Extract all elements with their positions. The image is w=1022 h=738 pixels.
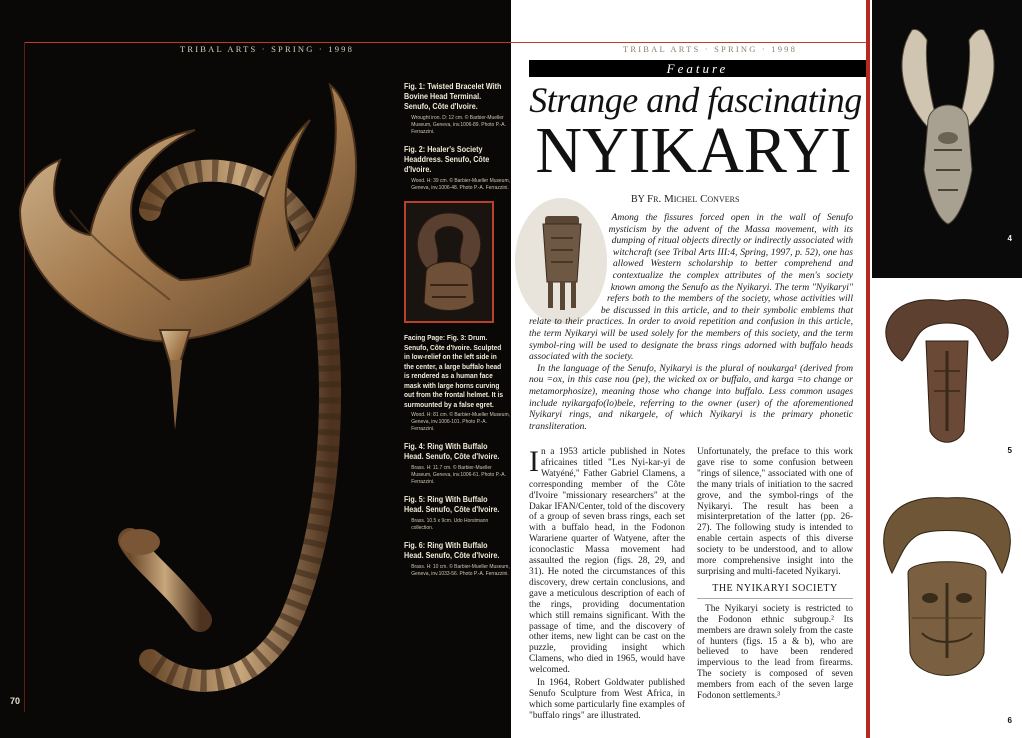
caption-title: Fig. 5: Ring With Buffalo Head. Senufo, Côte d'Ivoire.: [404, 495, 500, 514]
caption-credit: Wood. H: 39 cm. © Barbier-Mueller Museum, Geneva, inv.1006-48. Photo P.-A. Ferrazzini.: [411, 178, 510, 191]
caption-fig-1: [404, 82, 504, 136]
ring-image-strip: [870, 0, 1022, 738]
caption-column: [404, 82, 510, 587]
caption-credit: Brass. H: 11.7 cm. © Barbier-Mueller Museum, Geneva, inv.1006-61. Photo P.-A. Ferrazzini.: [411, 465, 506, 485]
page-number-left: 70: [10, 696, 21, 706]
running-head-left: TRIBAL ARTS · SPRING · 1998: [180, 44, 355, 54]
headdress-thumbnail-image: [404, 201, 494, 323]
caption-fig-2: [404, 145, 510, 192]
article-intro: [529, 212, 853, 432]
caption-credit: Wood. H: 81 cm. © Barbier-Mueller Museum, Geneva, inv.1006-101. Photo P.-A. Ferrazzini.: [411, 412, 510, 432]
article-title: NYIKARYI: [535, 114, 852, 187]
caption-title: Facing Page: Fig. 3: Drum. Senufo, Côte d'Ivoire. Sculpted in low-relief on the left side in the center, a large buffalo head is rendered as a human face mask with large horns curving out from the frontal helmet. It is surmounted by a false egret.: [404, 333, 504, 409]
buffalo-head-ring-image: [872, 0, 1022, 278]
twisted-bracelet-image: [0, 60, 400, 720]
article-body: [529, 447, 853, 732]
byline: [631, 193, 739, 205]
caption-title: Fig. 6: Ring With Buffalo Head. Senufo, Côte d'Ivoire.: [404, 541, 500, 560]
brass-ring-image: [872, 473, 1022, 738]
caption-credit: Wrought iron. D: 12 cm. © Barbier-Mueller Museum, Geneva, inv.1006-89. Photo P.-A. Ferrazzini.: [411, 115, 506, 135]
drop-cap: I: [529, 445, 539, 478]
right-page: [511, 0, 866, 738]
section-heading: THE NYIKARYI SOCIETY: [697, 584, 853, 599]
top-rule: [511, 42, 866, 43]
article-subtitle: Strange and fascinating: [529, 80, 862, 120]
body-column-1: [529, 447, 685, 732]
intro-paragraph-1: Among the fissures forced open in the wall of Senufo mysticism by the advent of the Massa movement, with its dumping of ritual objects directly or indirectly associated with witchcraft (see Tribal Arts III:4, Spring, 1997, p. 52), one has allowed Western scholarship to better comprehend and contextualize the complex attributes of the men's society known among the Senufo as the Nyikaryi. The term "Nyikaryi" refers both to the members of the society, whose activities will be discussed in this article, and to their symbolic emblems that relate to their practices. In order to avoid repetition and confusion in this article, the term Nyikaryi will be used solely for the members of this society, and the term symbol-ring will be used to designate the brass rings adorned with buffalo heads associated with the society.: [529, 212, 853, 363]
buffalo-ring-image: [872, 281, 1022, 470]
caption-fig-5: [404, 495, 504, 532]
caption-credit: Brass. 10.5 x 9cm. Udo Horstmann collection.: [411, 518, 489, 531]
byline-author: Fr. Michel Convers: [647, 193, 740, 205]
body-column-2: [697, 447, 853, 732]
paragraph-text: n a 1953 article published in Notes africaines titled "Les Nyi-kar-yi de Watyéné," Father Gabriel Clamens, a corresponding member of the Côte d'Ivoire "missionary researchers" at the Dakar IFAN/Center, told of the discovery of a group of seven brass rings, each set with a buffalo head, in the Fodonon Warariene quarter of Watyene, after the iconoclastic Massa movement had assaulted the region (figs. 28, 29, and 31). He noted the circumstances of this discovery, drew certain conclusions, and gave a meticulous description of each of the rings, providing documentation which still remains significant. With the passage of time, and the discovery of other items, new light can be cast on the puzzle, providing insight which Clamens, who died in 1965, would have welcomed.: [529, 447, 685, 676]
body-paragraph: In 1964, Robert Goldwater published Senufo Sculpture from West Africa, in which some particularly fine examples of "buffalo rings" are illustrated.: [529, 678, 685, 721]
caption-title: Fig. 1: Twisted Bracelet With Bovine Head Terminal. Senufo, Côte d'Ivoire.: [404, 82, 502, 111]
body-paragraph: Unfortunately, the preface to this work gave rise to some confusion between "rings of silence," associated with one of the many trials of initiation to the sacred grove, and the symbol-rings of the Nyikaryi. The result has been a misinterpretation of the latter (pp. 26-27). The following study is intended to enable certain aspects of this diverse society to be understood, and to allow more comprehensive insight into the surprising and multi-faceted Nyikaryi.: [697, 447, 853, 577]
caption-title: Fig. 4: Ring With Buffalo Head. Senufo, Côte d'Ivoire.: [404, 442, 500, 461]
intro-paragraph-2: In the language of the Senufo, Nyikaryi is the plural of noukarga¹ (derived from nou =ox, in this case nou (pe), the wicked ox or buffalo, and karga =to change or metamorphosize), meaning those who change into buffalo. Less common usages include nyikargafo(lo)bele, referring to the owner (user) of the aforementioned Nyikaryi rings, and nikargele, of which Nyikaryi is the primary phonetic transliteration.: [529, 362, 853, 432]
body-paragraph: [529, 447, 685, 676]
body-paragraph: The Nyikaryi society is restricted to the Fodonon ethnic subgroup.² Its members are drawn solely from the caste of hunters (figs. 15 a & b), who are believed to have been rendered impervious to the lead from firearms. The society is composed of seven members from each of the seven large Fodonon settlements.³: [697, 603, 853, 702]
plate-number: 5: [1007, 446, 1012, 455]
caption-title: Fig. 2: Healer's Society Headdress. Senufo, Côte d'Ivoire.: [404, 145, 490, 174]
plate-number: 4: [1007, 234, 1012, 243]
byline-prefix: BY: [631, 194, 645, 205]
running-head-right: TRIBAL ARTS · SPRING · 1998: [623, 44, 798, 54]
top-rule: [24, 42, 511, 43]
caption-fig-4: [404, 442, 504, 486]
section-label: Feature: [529, 60, 866, 77]
caption-fig-3: [404, 333, 510, 433]
caption-fig-6: [404, 541, 510, 578]
caption-credit: Brass. H: 10 cm. © Barbier-Mueller Museum, Geneva, inv.1033-56. Photo P.-A. Ferrazzini.: [411, 564, 510, 577]
plate-number: 6: [1007, 716, 1012, 725]
